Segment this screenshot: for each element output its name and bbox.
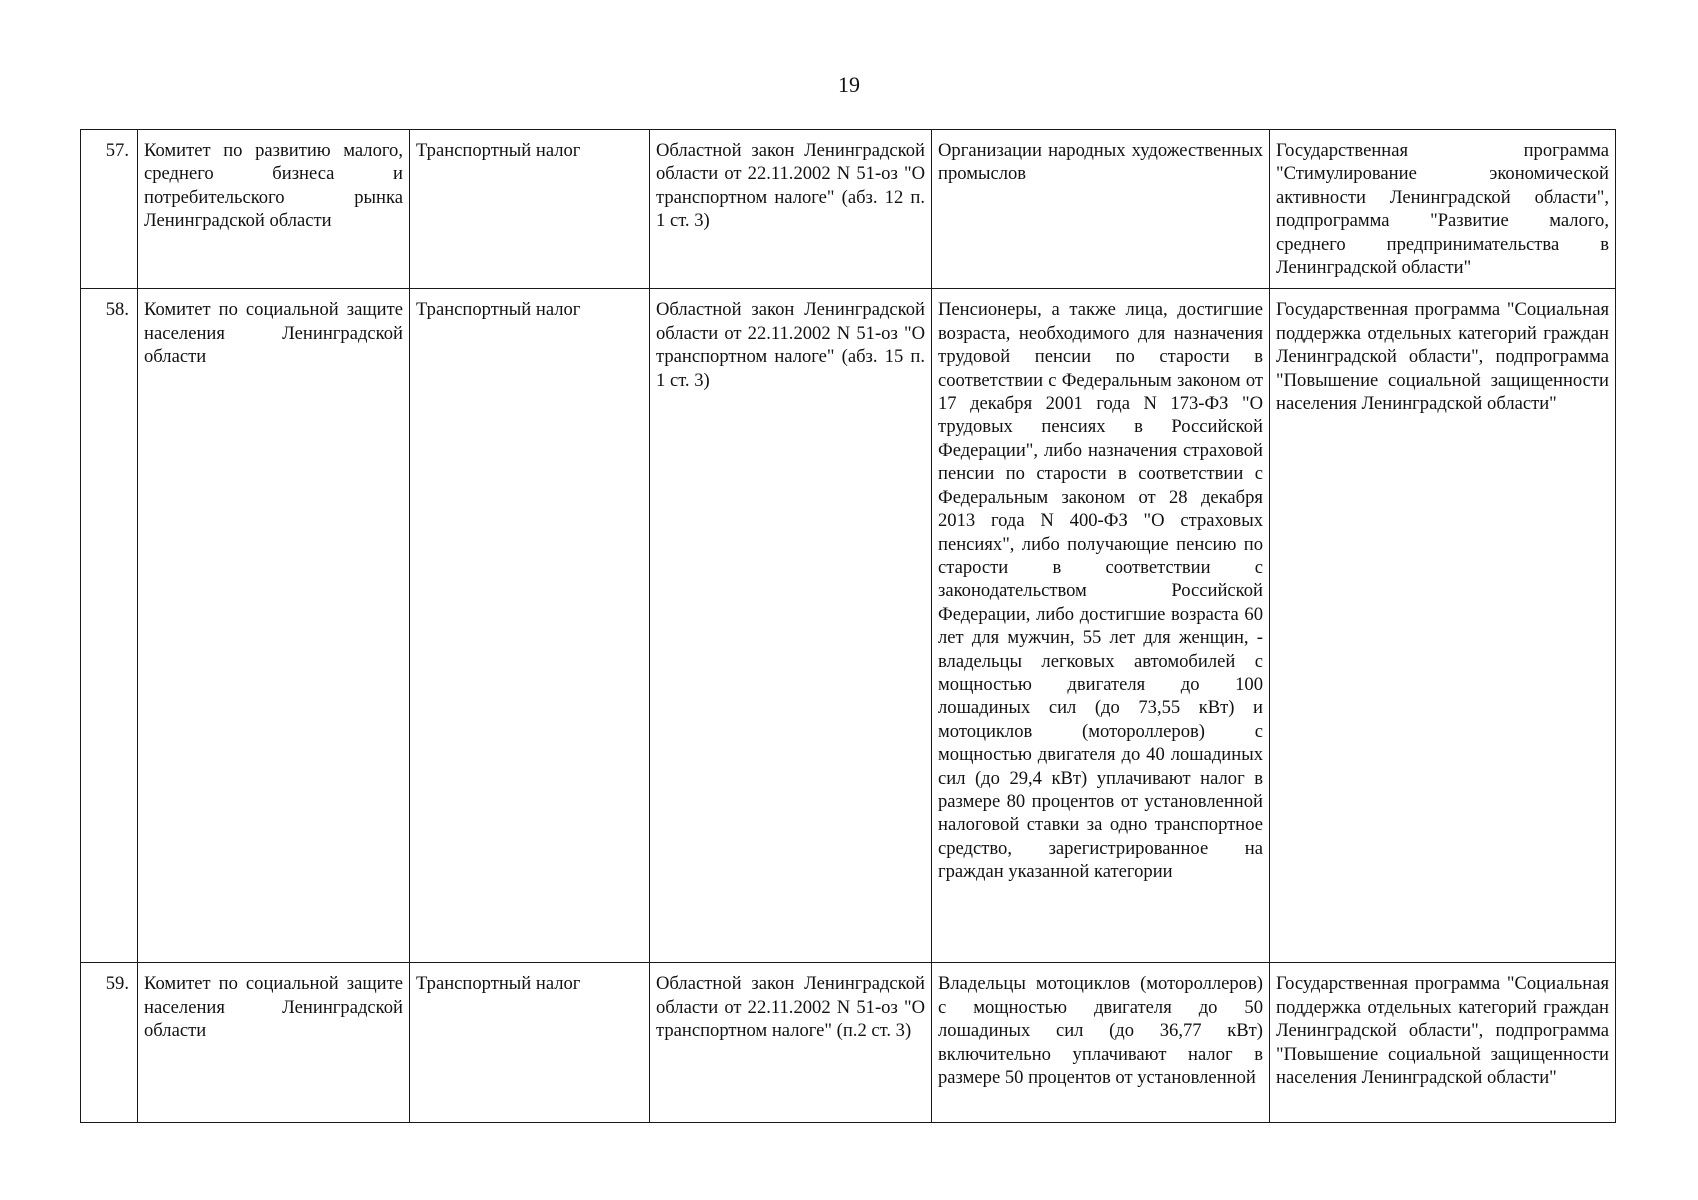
beneficiaries-cell: Организации народных художественных промыслов (932, 130, 1270, 289)
law-cell: Областной закон Ленинградской области от 22.11.2002 N 51-оз "О транспортном налоге" (п.2 ст. 3) (650, 963, 932, 1123)
tax-cell: Транспортный налог (410, 289, 650, 963)
agency-cell: Комитет по социальной защите населения Ленинградской области (138, 289, 410, 963)
agency-cell: Комитет по развитию малого, среднего бизнеса и потребительского рынка Ленинградской области (138, 130, 410, 289)
row-number-cell: 59. (81, 963, 138, 1123)
tax-cell: Транспортный налог (410, 963, 650, 1123)
beneficiaries-cell: Пенсионеры, а также лица, достигшие возраста, необходимого для назначения трудовой пенсии по старости в соответствии с Федеральным законом от 17 декабря 2001 года N 173-ФЗ "О трудовых пенсиях в Российской Федерации", либо назначения страховой пенсии по старости в соответствии с Федеральным законом от 28 декабря 2013 года N 400-ФЗ "О страховых пенсиях", либо получающие пенсию по старости в соответствии с законодательством Российской Федерации, либо достигшие возраста 60 лет для мужчин, 55 лет для женщин, - владельцы легковых автомобилей с мощностью двигателя до 100 лошадиных сил (до 73,55 кВт) и мотоциклов (мотороллеров) с мощностью двигателя до 40 лошадиных сил (до 29,4 кВт) уплачивают налог в размере 80 процентов от установленной налоговой ставки за одно транспортное средство, зарегистрированное на граждан указанной категории (932, 289, 1270, 963)
program-cell: Государственная программа "Стимулирование экономической активности Ленинградской области", подпрограмма "Развитие малого, среднего предпринимательства в Ленинградской области" (1270, 130, 1616, 289)
table-row (81, 130, 1616, 289)
table-row (81, 289, 1616, 963)
law-cell: Областной закон Ленинградской области от 22.11.2002 N 51-оз "О транспортном налоге" (абз. 12 п. 1 ст. 3) (650, 130, 932, 289)
row-number-cell: 57. (81, 130, 138, 289)
table-row (81, 963, 1616, 1123)
benefits-table (80, 129, 1616, 1123)
program-cell: Государственная программа "Социальная поддержка отдельных категорий граждан Ленинградской области", подпрограмма "Повышение социальной защищенности населения Ленинградской области" (1270, 289, 1616, 963)
agency-cell: Комитет по социальной защите населения Ленинградской области (138, 963, 410, 1123)
beneficiaries-cell: Владельцы мотоциклов (мотороллеров) с мощностью двигателя до 50 лошадиных сил (до 36,77 кВт) включительно уплачивают налог в размере 50 процентов от установленной (932, 963, 1270, 1123)
law-cell: Областной закон Ленинградской области от 22.11.2002 N 51-оз "О транспортном налоге" (абз. 15 п. 1 ст. 3) (650, 289, 932, 963)
tax-cell: Транспортный налог (410, 130, 650, 289)
row-number-cell: 58. (81, 289, 138, 963)
page-number: 19 (838, 72, 860, 97)
program-cell: Государственная программа "Социальная поддержка отдельных категорий граждан Ленинградской области", подпрограмма "Повышение социальной защищенности населения Ленинградской области" (1270, 963, 1616, 1123)
